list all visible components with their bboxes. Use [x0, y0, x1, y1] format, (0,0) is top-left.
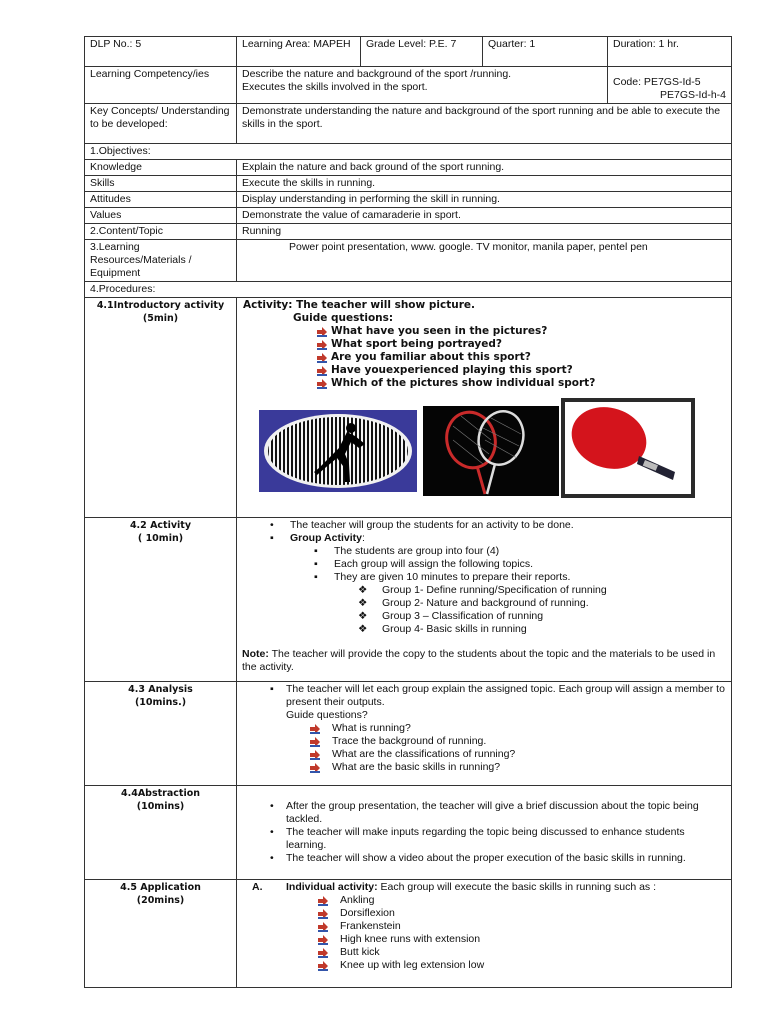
note-text: The teacher will provide the copy to the students about the topic and the materials to be used in the activity. [242, 648, 716, 673]
diamond-bullet-icon: ❖ [358, 610, 368, 622]
arrow-bullet-icon [317, 366, 327, 376]
list-item: • The teacher will group the students for an activity to be done. [270, 519, 574, 531]
diamond-bullet-icon: ❖ [358, 623, 368, 635]
objective-label: Attitudes [85, 192, 237, 208]
paddle-picture [561, 398, 695, 498]
list-item: ❖ Group 4- Basic skills in running [358, 623, 527, 635]
competency-row [85, 67, 732, 104]
list-item: Are you familiar about this sport? [317, 351, 726, 364]
competency-code [608, 67, 732, 104]
arrow-bullet-icon [317, 327, 327, 337]
content-label: 2.Content/Topic [85, 224, 237, 240]
duration: Duration: 1 hr. [608, 37, 732, 67]
activity-content [237, 518, 732, 682]
intro-pictures [243, 404, 726, 502]
activity-note [242, 648, 726, 674]
objective-label: Knowledge [85, 160, 237, 176]
arrow-bullet-icon [317, 340, 327, 350]
objective-label: Skills [85, 176, 237, 192]
intro-activity: Activity: The teacher will show picture. [243, 299, 475, 311]
list-item: ▪ The teacher will let each group explain the assigned topic. Each group will assign a member to present their outputs. [270, 683, 725, 708]
resources-row [85, 240, 732, 282]
abstraction-content [237, 786, 732, 880]
arrow-bullet-icon [317, 379, 327, 389]
key-concepts-label: Key Concepts/ Understanding to be developed: [85, 104, 237, 144]
runner-picture [259, 410, 417, 492]
list-item: Knee up with leg extension low [318, 959, 726, 972]
bullet-square: ▪ [314, 545, 318, 557]
arrow-bullet-icon [318, 896, 328, 906]
objective-row [85, 160, 732, 176]
application-activity [242, 881, 726, 894]
objective-text: Demonstrate the value of camaraderie in sport. [237, 208, 732, 224]
arrow-bullet-icon [317, 353, 327, 363]
content-row [85, 224, 732, 240]
list-item: What are the classifications of running? [310, 748, 726, 761]
analysis-content [237, 682, 732, 786]
intro-questions [243, 325, 726, 390]
bullet-dot: • [270, 852, 274, 864]
list-item: ❖ Group 2- Nature and background of running. [358, 597, 589, 609]
list-item: Ankling [318, 894, 726, 907]
list-item: ❖ Group 3 – Classification of running [358, 610, 544, 622]
resources-text: Power point presentation, www. google. TV monitor, manila paper, pentel pen [237, 240, 732, 282]
bullet-dot: • [270, 519, 274, 531]
objective-label: Values [85, 208, 237, 224]
arrow-bullet-icon [310, 724, 320, 734]
code-1: Code: PE7GS-Id-5 [613, 76, 701, 88]
bullet-square: ▪ [314, 558, 318, 570]
competency-label: Learning Competency/ies [85, 67, 237, 104]
arrow-bullet-icon [318, 922, 328, 932]
bullet-dot: • [270, 800, 274, 812]
bullet-square: ▪ [270, 683, 274, 695]
application-label [85, 880, 237, 988]
objectives-label: 1.Objectives: [85, 144, 732, 160]
list-item: • After the group presentation, the teacher will give a brief discussion about the topic being tackled. [270, 800, 699, 825]
competency-text [237, 67, 608, 104]
abstraction-row [85, 786, 732, 880]
grade-level: Grade Level: P.E. 7 [361, 37, 483, 67]
list-item: What are the basic skills in running? [310, 761, 726, 774]
list-item: Butt kick [318, 946, 726, 959]
intro-guide: Guide questions: [293, 312, 394, 324]
list-item: Trace the background of running. [310, 735, 726, 748]
intro-label-2: (5min) [142, 313, 179, 324]
arrow-bullet-icon [310, 763, 320, 773]
list-item: • The teacher will make inputs regarding the topic being discussed to enhance students learning. [270, 826, 685, 851]
arrow-bullet-icon [318, 935, 328, 945]
abstraction-label-1: 4.4Abstraction [121, 788, 200, 799]
list-item: ▪ The students are group into four (4) [314, 545, 500, 557]
arrow-bullet-icon [318, 948, 328, 958]
diamond-bullet-icon: ❖ [358, 597, 368, 609]
objectives-row [85, 144, 732, 160]
list-item: What have you seen in the pictures? [317, 325, 726, 338]
individual-activity-label: Individual activity: [286, 881, 378, 893]
list-item: Dorsiflexion [318, 907, 726, 920]
arrow-bullet-icon [310, 750, 320, 760]
objective-row [85, 208, 732, 224]
abstraction-label-2: (10mins) [136, 801, 185, 812]
analysis-row [85, 682, 732, 786]
application-label-1: 4.5 Application [120, 882, 201, 893]
header-row [85, 37, 732, 67]
objective-row [85, 176, 732, 192]
list-item: Have youexperienced playing this sport? [317, 364, 726, 377]
application-row [85, 880, 732, 988]
note-label: Note: [242, 648, 269, 660]
individual-activity-text: Each group will execute the basic skills in running such as : [377, 881, 657, 893]
bullet-square: ▪ [270, 532, 274, 544]
analysis-label [85, 682, 237, 786]
intro-row [85, 298, 732, 518]
intro-content [237, 298, 732, 518]
objective-text: Explain the nature and back ground of the sport running. [237, 160, 732, 176]
procedures-row [85, 282, 732, 298]
intro-label [85, 298, 237, 518]
list-item: High knee runs with extension [318, 933, 726, 946]
list-item: Frankenstein [318, 920, 726, 933]
objective-text: Display understanding in performing the skill in running. [237, 192, 732, 208]
analysis-guide: Guide questions? [286, 709, 368, 721]
dlp-table [84, 36, 732, 988]
procedures-label: 4.Procedures: [85, 282, 732, 298]
activity-label-2: ( 10min) [137, 533, 184, 544]
resources-label: 3.Learning Resources/Materials / Equipment [85, 240, 237, 282]
code-2: PE7GS-Id-h-4 [660, 89, 726, 101]
analysis-label-2: (10mins.) [134, 697, 187, 708]
analysis-label-1: 4.3 Analysis [128, 684, 193, 695]
dlp-no: DLP No.: 5 [85, 37, 237, 67]
diamond-bullet-icon: ❖ [358, 584, 368, 596]
application-content [237, 880, 732, 988]
list-item: ▪ They are given 10 minutes to prepare their reports. [314, 571, 571, 583]
bullet-dot: • [270, 826, 274, 838]
list-item: What sport being portrayed? [317, 338, 726, 351]
arrow-bullet-icon [310, 737, 320, 747]
activity-label-1: 4.2 Activity [129, 520, 192, 531]
arrow-bullet-icon [318, 961, 328, 971]
abstraction-label [85, 786, 237, 880]
application-letter: A. [252, 881, 263, 893]
competency-line-2: Executes the skills involved in the sport. [242, 81, 428, 93]
list-item: ❖ Group 1- Define running/Specification of running [358, 584, 607, 596]
group-activity-label: Group Activity [290, 532, 362, 544]
activity-row [85, 518, 732, 682]
application-label-2: (20mins) [136, 895, 185, 906]
objective-text: Execute the skills in running. [237, 176, 732, 192]
arrow-bullet-icon [318, 909, 328, 919]
learning-area: Learning Area: MAPEH [237, 37, 361, 67]
list-item: Which of the pictures show individual sport? [317, 377, 726, 390]
objective-row [85, 192, 732, 208]
key-concepts-row [85, 104, 732, 144]
content-text: Running [237, 224, 732, 240]
list-item: ▪ Each group will assign the following topics. [314, 558, 534, 570]
list-item: • The teacher will show a video about the proper execution of the basic skills in running. [270, 852, 686, 864]
quarter: Quarter: 1 [483, 37, 608, 67]
badminton-picture [423, 406, 559, 496]
list-item: ▪ Group Activity: [270, 532, 365, 544]
competency-line-1: Describe the nature and background of the sport /running. [242, 68, 512, 80]
key-concepts-text: Demonstrate understanding the nature and background of the sport running and be able to execute the skills in the sport. [237, 104, 732, 144]
intro-label-1: 4.1Introductory activity [96, 300, 225, 311]
list-item: What is running? [310, 722, 726, 735]
bullet-square: ▪ [314, 571, 318, 583]
activity-label [85, 518, 237, 682]
